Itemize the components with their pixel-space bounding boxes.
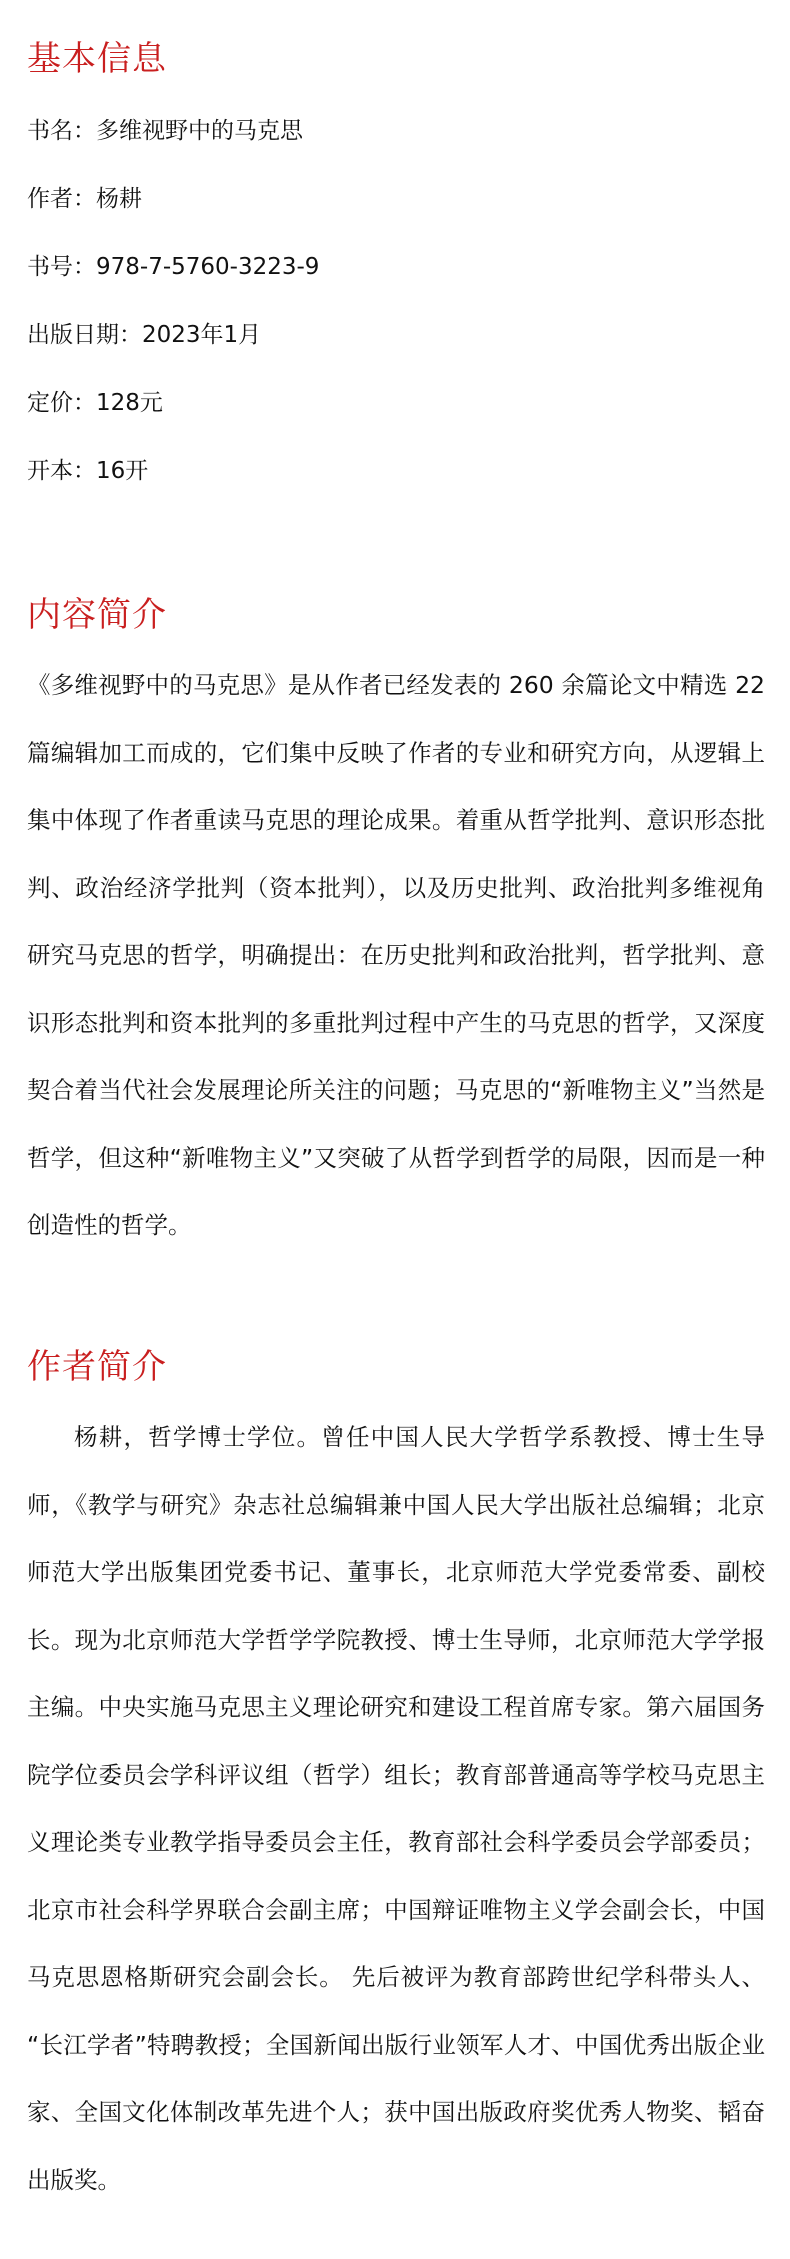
info-row-title: [27, 116, 319, 184]
info-value: 2023年1月: [142, 322, 262, 348]
content-intro-text: 《多维视野中的马克思》是从作者已经发表的 260 余篇论文中精选 22 篇编辑加工而成的，它们集中反映了作者的专业和研究方向，从逻辑上集中体现了作者重读马克思的理论成果。着重从哲学批判、意识形态批判、政治经济学批判（资本批判），以及历史批判、政治批判多维视角研究马克思的哲学，明确提出：在历史批判和政治批判，哲学批判、意识形态批判和资本批判的多重批判过程中产生的马克思的哲学，又深度契合着当代社会发展理论所关注的问题；马克思的“新唯物主义”当然是哲学，但这种“新唯物主义”又突破了从哲学到哲学的局限，因而是一种创造性的哲学。: [27, 671, 765, 1239]
info-row-isbn: [27, 252, 319, 320]
info-label: 定价：: [27, 390, 96, 416]
info-label: 书号：: [27, 254, 96, 280]
info-row-format: [27, 456, 319, 524]
info-value: 978-7-5760-3223-9: [96, 254, 320, 280]
info-row-pubdate: [27, 320, 319, 388]
info-value: 杨耕: [96, 186, 142, 212]
basic-info-list: [27, 116, 319, 524]
info-value: 多维视野中的马克思: [96, 118, 303, 144]
info-label: 开本：: [27, 458, 96, 484]
info-label: 出版日期：: [27, 322, 142, 348]
basic-info-heading: 基本信息: [27, 39, 167, 79]
author-intro-heading: 作者简介: [27, 1347, 167, 1387]
info-value: 128元: [96, 390, 163, 416]
info-row-price: [27, 388, 319, 456]
info-label: 作者：: [27, 186, 96, 212]
author-intro-text: 杨耕，哲学博士学位。曾任中国人民大学哲学系教授、博士生导师，《教学与研究》杂志社总编辑兼中国人民大学出版社总编辑；北京师范大学出版集团党委书记、董事长，北京师范大学党委常委、副校长。现为北京师范大学哲学学院教授、博士生导师，北京师范大学学报主编。中央实施马克思主义理论研究和建设工程首席专家。第六届国务院学位委员会学科评议组（哲学）组长；教育部普通高等学校马克思主义理论类专业教学指导委员会主任，教育部社会科学委员会学部委员；北京市社会科学界联合会副主席；中国辩证唯物主义学会副会长，中国马克思恩格斯研究会副会长。 先后被评为教育部跨世纪学科带头人、 “长江学者”特聘教授；全国新闻出版行业领军人才、中国优秀出版企业家、全国文化体制改革先进个人；获中国出版政府奖优秀人物奖、韬奋出版奖。: [27, 1423, 765, 2194]
info-label: 书名：: [27, 118, 96, 144]
info-row-author: [27, 184, 319, 252]
content-intro-heading: 内容简介: [27, 595, 167, 635]
info-value: 16开: [96, 458, 149, 484]
